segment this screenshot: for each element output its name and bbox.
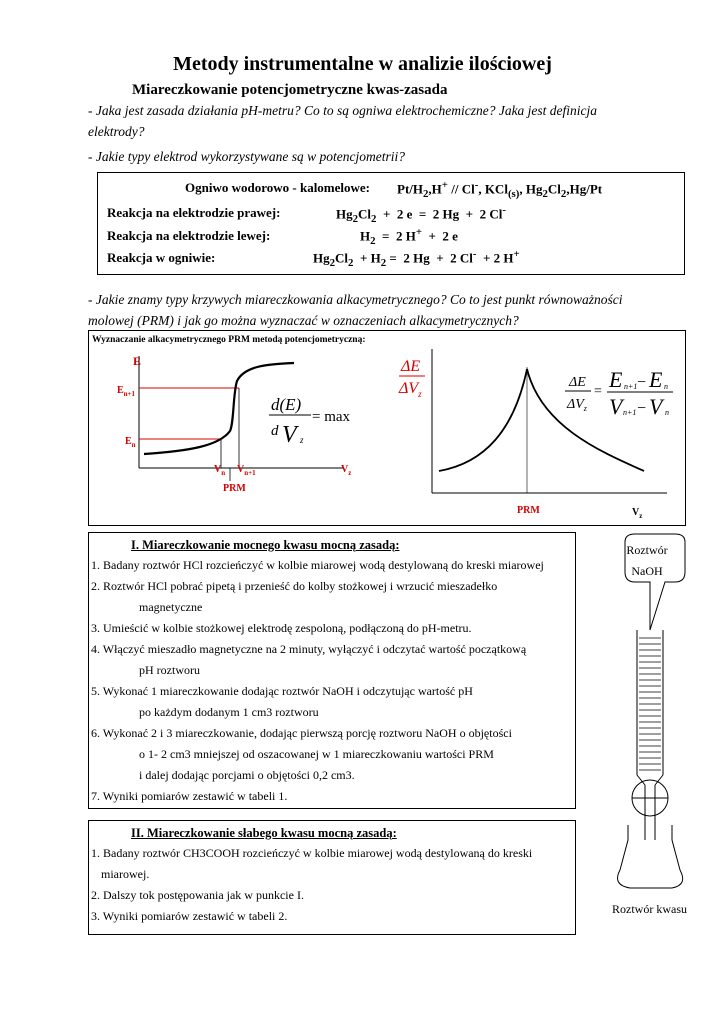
- tick-en: $E_n$: [125, 436, 136, 449]
- list-item-cont: o 1- 2 cm3 mniejszej od oszacowanej w 1 miareczkowaniu wartości PRM: [139, 747, 494, 761]
- list-item-cont: po każdym dodanym 1 cm3 roztworu: [139, 705, 319, 719]
- svg-text:E: E: [609, 367, 623, 392]
- list-item: 1. Badany roztwór HCl rozcieńczyć w kolbie miarowej wodą destylowaną do kreski miarowej: [91, 558, 544, 572]
- list-item-cont: miarowej.: [101, 867, 150, 881]
- question-1: - Jaka jest zasada działania pH-metru? Co to są ogniwa elektrochemiczne? Jaka jest definicja elektrody?: [88, 103, 598, 139]
- tick-en1: $E_{n+1}$: [117, 385, 136, 398]
- right-chart: [398, 349, 673, 520]
- question-2: - Jakie typy elektrod wykorzystywane są w potencjometrii?: [88, 149, 406, 164]
- svg-text:ΔVz: $\Delta V_z$: [567, 397, 587, 413]
- bubble-line-1: Roztwór: [626, 543, 668, 557]
- svg-text:−: −: [637, 400, 647, 417]
- list-item-cont: i dalej dodając porcjami o objętości 0,2 cm3.: [139, 768, 355, 782]
- svg-text:z: z: [300, 435, 304, 445]
- left-chart: [117, 354, 351, 494]
- reaction-right-equation: $Hg_2Cl_2 + 2$ e = 2 Hg + 2 Cl-: [336, 204, 506, 225]
- burette-apparatus: [590, 530, 715, 925]
- list-item: 3. Umieścić w kolbie stożkowej elektrodę zespoloną, podłączoną do pH-metru.: [91, 621, 472, 635]
- svg-text:V: V: [609, 394, 623, 419]
- left-y-label: E: [133, 354, 142, 368]
- list-item: 2. Roztwór HCl pobrać pipetą i przenieść do kolby stożkowej i wrzucić mieszadełko: [91, 579, 498, 593]
- list-item: 6. Wykonać 2 i 3 miareczkowanie, dodając pierwszą porcję roztworu NaOH o objętości: [91, 726, 512, 740]
- electrochemical-cell-box: [97, 172, 685, 275]
- section-weak-acid-box: [88, 820, 576, 935]
- left-prm-label: PRM: [223, 483, 246, 494]
- svg-text:E: E: [649, 367, 663, 392]
- formula-delta-E: ΔE: [569, 375, 586, 390]
- section-strong-acid-box: [88, 532, 576, 809]
- section2-title: II. Miareczkowanie słabego kwasu mocną zasadą:: [131, 826, 397, 840]
- flask-label: Roztwór kwasu: [612, 902, 687, 916]
- tick-vn: $V_n$: [214, 464, 226, 477]
- section1-title: I. Miareczkowanie mocnego kwasu mocną zasadą:: [131, 538, 400, 552]
- question-3: - Jakie znamy typy krzywych miareczkowania alkacymetrycznego? Co to jest punkt równoważności molowej (PRM) i jak go można wyznaczać w oznaczeniach alkacymetrycznych?: [88, 292, 623, 328]
- cell-header-formula: $Pt/H_2,H^+ // Cl^-$, KCl$_{(s)}$, $Hg_2Cl_2,Hg/Pt$: [397, 179, 603, 200]
- list-item-cont: magnetyczne: [139, 600, 203, 614]
- svg-text:= max: = max: [312, 409, 351, 425]
- list-item-cont: pH roztworu: [139, 663, 200, 677]
- reaction-cell-label: Reakcja w ogniwie:: [107, 250, 216, 265]
- left-x-label: $V_z$: [341, 464, 352, 477]
- formula-dV: d: [271, 423, 279, 439]
- figure-caption: Wyznaczanie alkacymetrycznego PRM metodą potencjometryczną:: [92, 335, 366, 345]
- right-prm-label: PRM: [517, 505, 540, 516]
- section1-steps: [91, 555, 571, 807]
- burette-graduation: [639, 638, 661, 770]
- svg-text:V: V: [649, 394, 663, 419]
- formula-dE: d(E): [271, 395, 302, 414]
- list-item: 7. Wyniki pomiarów zestawić w tabeli 1.: [91, 789, 288, 803]
- reaction-cell-equation: $Hg_2Cl_2 + H_2 = 2$ Hg + 2 Cl- + 2 H+: [313, 248, 520, 269]
- list-item: 5. Wykonać 1 miareczkowanie dodając roztwór NaOH i odczytując wartość pH: [91, 684, 473, 698]
- bubble-line-2: NaOH: [631, 564, 663, 578]
- svg-text:n: n: [664, 382, 668, 391]
- list-item: 2. Dalszy tok postępowania jak w punkcie I.: [91, 888, 304, 902]
- cell-header-label: Ogniwo wodorowo - kalomelowe:: [185, 180, 371, 195]
- reaction-right-label: Reakcja na elektrodzie prawej:: [107, 205, 281, 220]
- right-x-label: $V_z$: [632, 507, 643, 520]
- reaction-left-label: Reakcja na elektrodzie lewej:: [107, 228, 271, 243]
- svg-text:n+1: n+1: [624, 382, 638, 391]
- burette: [618, 630, 683, 888]
- figure-box: [88, 330, 686, 526]
- page-subtitle: Miareczkowanie potencjometryczne kwas-zasada: [132, 82, 448, 98]
- right-y-label-top: ΔE: [401, 358, 421, 375]
- svg-text:V: V: [282, 422, 297, 448]
- section2-steps: [91, 843, 571, 927]
- svg-text:n: n: [665, 408, 669, 417]
- right-y-label-bottom: $\Delta V_z$: [399, 380, 422, 399]
- reaction-left-equation: $H_2 = 2$ H+ + 2 e: [360, 226, 458, 247]
- titration-charts: [89, 331, 685, 525]
- page-title: Metody instrumentalne w analizie ilościowej: [173, 53, 552, 75]
- list-item: 1. Badany roztwór CH3COOH rozcieńczyć w kolbie miarowej wodą destylowaną do kreski: [91, 846, 533, 860]
- svg-text:n+1: n+1: [623, 408, 637, 417]
- tick-vn1: $V_{n+1}$: [237, 464, 256, 477]
- list-item: 3. Wyniki pomiarów zestawić w tabeli 2.: [91, 909, 288, 923]
- list-item: 4. Włączyć mieszadło magnetyczne na 2 minuty, wyłączyć i odczytać wartość początkową: [91, 642, 527, 656]
- svg-text:=: =: [594, 384, 602, 399]
- svg-text:−: −: [637, 374, 647, 391]
